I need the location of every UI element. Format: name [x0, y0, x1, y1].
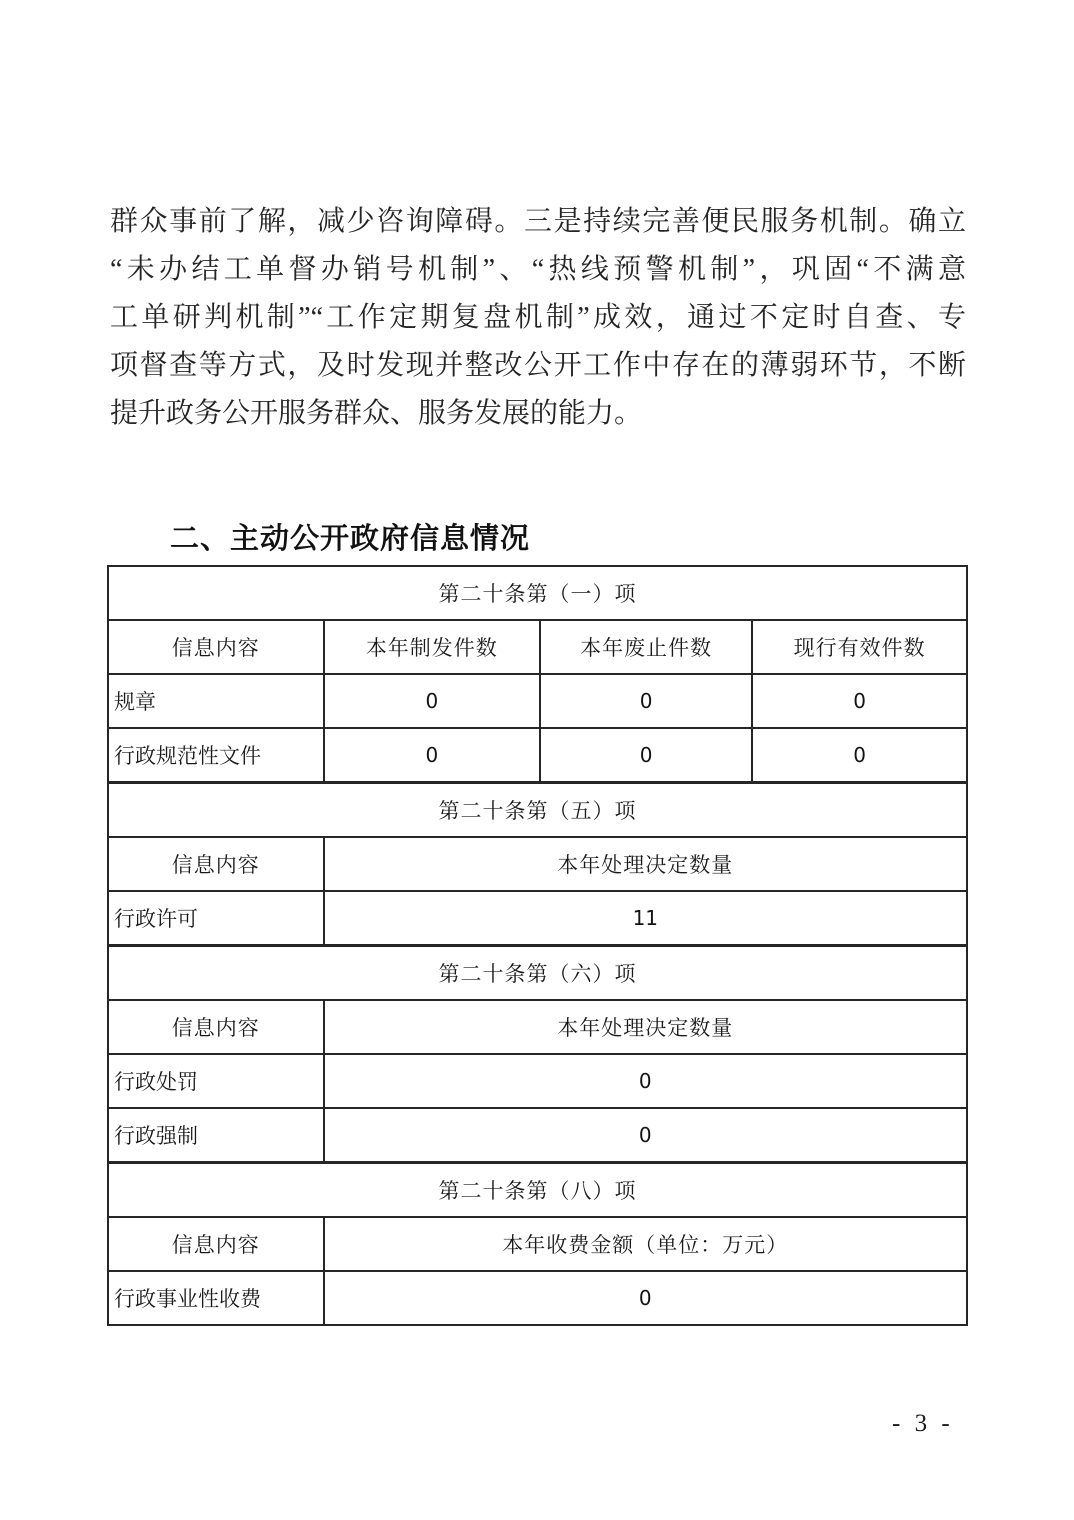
cell-value: 0 — [540, 674, 752, 728]
cell-value: 11 — [324, 891, 967, 946]
column-header: 信息内容 — [108, 1217, 324, 1271]
table-row — [108, 1271, 967, 1325]
table-row — [108, 1108, 967, 1163]
section-title: 第二十条第（五）项 — [108, 783, 967, 838]
table-row — [108, 728, 967, 783]
cell-value: 0 — [752, 674, 967, 728]
section-title: 第二十条第（六）项 — [108, 946, 967, 1001]
column-header: 本年制发件数 — [324, 620, 540, 674]
row-label: 规章 — [108, 674, 324, 728]
column-header: 信息内容 — [108, 1000, 324, 1054]
paragraph-line: 群众事前了解，减少咨询障碍。三是持续完善便民服务机制。确立 — [110, 206, 966, 237]
column-header: 本年处理决定数量 — [324, 837, 967, 891]
column-header: 信息内容 — [108, 837, 324, 891]
cell-value: 0 — [324, 728, 540, 783]
cell-value: 0 — [752, 728, 967, 783]
column-header: 信息内容 — [108, 620, 324, 674]
paragraph-line: 提升政务公开服务群众、服务发展的能力。 — [110, 398, 643, 429]
table-row — [108, 674, 967, 728]
cell-value: 0 — [540, 728, 752, 783]
cell-value: 0 — [324, 1108, 967, 1163]
section-title: 第二十条第（一）项 — [108, 566, 967, 620]
cell-value: 0 — [324, 674, 540, 728]
cell-value: 0 — [324, 1054, 967, 1108]
column-header: 本年收费金额（单位：万元） — [324, 1217, 967, 1271]
column-header: 本年处理决定数量 — [324, 1000, 967, 1054]
cell-value: 0 — [324, 1271, 967, 1325]
column-header: 本年废止件数 — [540, 620, 752, 674]
paragraph-line: 工单研判机制”“工作定期复盘机制”成效，通过不定时自查、专 — [110, 302, 966, 333]
table-header-row — [108, 1000, 967, 1054]
info-disclosure-table — [107, 565, 968, 1326]
section-title-row — [108, 783, 967, 838]
section-heading: 二、主动公开政府信息情况 — [170, 523, 531, 555]
row-label: 行政事业性收费 — [108, 1271, 324, 1325]
table-header-row — [108, 620, 967, 674]
table-row — [108, 891, 967, 946]
paragraph-line: 项督查等方式，及时发现并整改公开工作中存在的薄弱环节，不断 — [110, 350, 966, 381]
section-title-row — [108, 1163, 967, 1218]
page-number: - 3 - — [892, 1410, 954, 1437]
table-header-row — [108, 1217, 967, 1271]
body-paragraph — [110, 198, 966, 438]
row-label: 行政规范性文件 — [108, 728, 324, 783]
table-row — [108, 1054, 967, 1108]
row-label: 行政许可 — [108, 891, 324, 946]
row-label: 行政处罚 — [108, 1054, 324, 1108]
section-title: 第二十条第（八）项 — [108, 1163, 967, 1218]
table-header-row — [108, 837, 967, 891]
row-label: 行政强制 — [108, 1108, 324, 1163]
section-title-row — [108, 566, 967, 620]
column-header: 现行有效件数 — [752, 620, 967, 674]
paragraph-line: “未办结工单督办销号机制”、“热线预警机制”，巩固“不满意 — [110, 254, 966, 285]
section-title-row — [108, 946, 967, 1001]
